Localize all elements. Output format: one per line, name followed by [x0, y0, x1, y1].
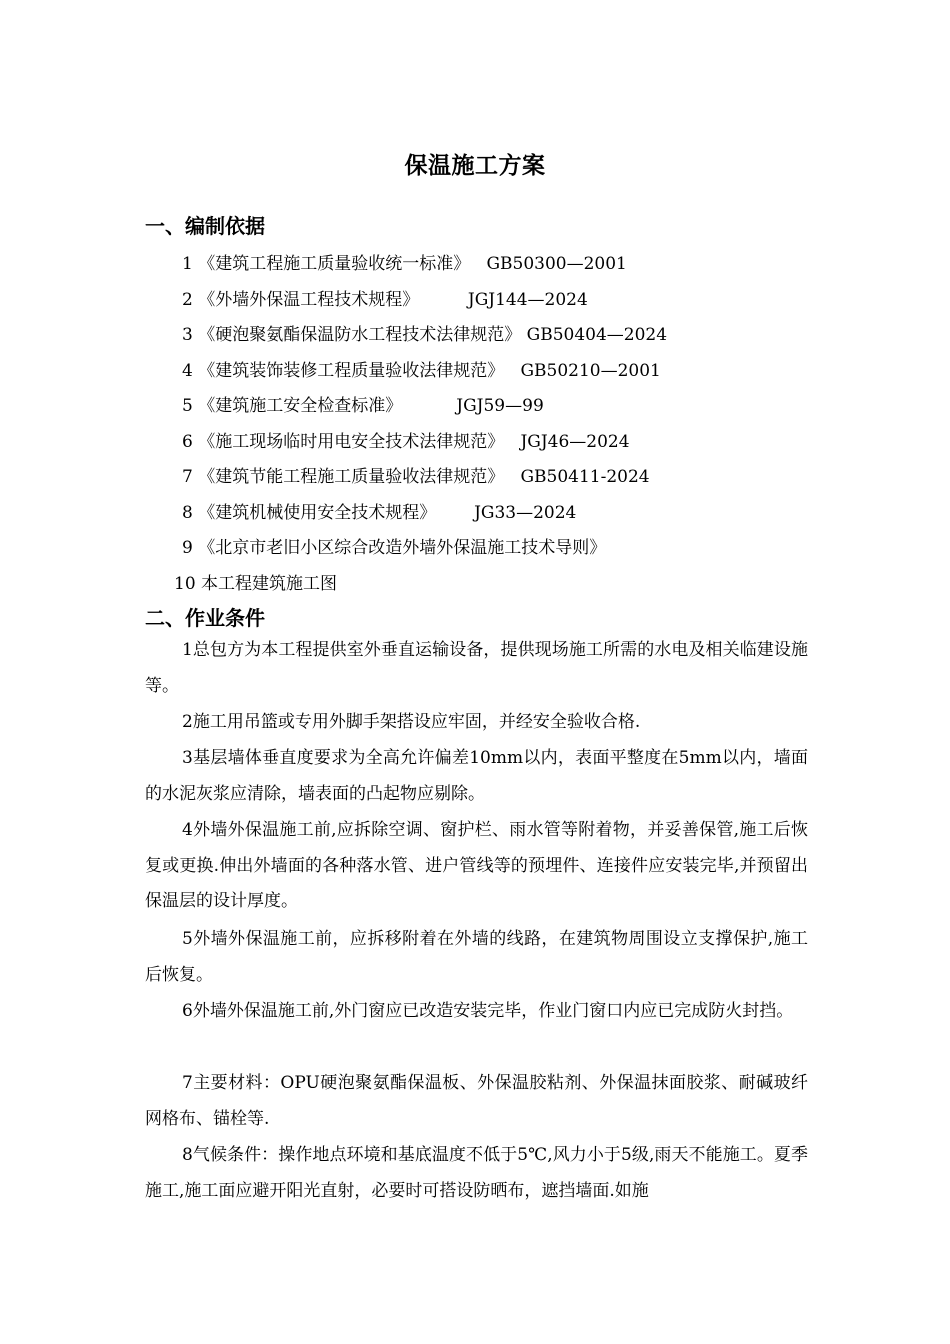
reference-item: 10 本工程建筑施工图 — [174, 574, 338, 594]
document-title: 保温施工方案 — [404, 152, 546, 179]
reference-item: 4 《建筑装饰装修工程质量验收法律规范》 GB50210—2001 — [182, 361, 661, 381]
reference-item: 5 《建筑施工安全检查标准》 JGJ59—99 — [182, 396, 544, 416]
reference-item: 7 《建筑节能工程施工质量验收法律规范》 GB50411-2024 — [182, 467, 650, 487]
paragraph: 5外墙外保温施工前，应拆移附着在外墙的线路，在建筑物周围设立支撑保护,施工后恢复。 — [145, 929, 808, 985]
reference-item: 1 《建筑工程施工质量验收统一标准》 GB50300—2001 — [182, 254, 627, 274]
paragraph: 4外墙外保温施工前,应拆除空调、窗护栏、雨水管等附着物，并妥善保管,施工后恢复或更换.伸出外墙面的各种落水管、进户管线等的预埋件、连接件应安装完毕,并预留出保温层的设计厚度。 — [145, 820, 808, 911]
paragraph: 6外墙外保温施工前,外门窗应已改造安装完毕，作业门窗口内应已完成防火封挡。 — [182, 1001, 794, 1021]
reference-item: 3 《硬泡聚氨酯保温防水工程技术法律规范》 GB50404—2024 — [182, 325, 668, 345]
paragraph: 7主要材料：OPU硬泡聚氨酯保温板、外保温胶粘剂、外保温抹面胶浆、耐碱玻纤网格布、锚栓等. — [145, 1073, 808, 1129]
paragraph: 1总包方为本工程提供室外垂直运输设备，提供现场施工所需的水电及相关临建设施等。 — [145, 640, 808, 696]
paragraph: 3基层墙体垂直度要求为全高允许偏差10mm以内，表面平整度在5mm以内，墙面的水泥灰浆应清除，墙表面的凸起物应剔除。 — [145, 748, 808, 804]
reference-item: 6 《施工现场临时用电安全技术法律规范》 JGJ46—2024 — [182, 432, 630, 452]
section-heading-conditions: 二、作业条件 — [145, 606, 265, 630]
section-heading-basis: 一、编制依据 — [145, 214, 265, 238]
reference-item: 2 《外墙外保温工程技术规程》 JGJ144—2024 — [182, 290, 588, 310]
reference-item: 8 《建筑机械使用安全技术规程》 JG33—2024 — [182, 503, 577, 523]
paragraph: 2施工用吊篮或专用外脚手架搭设应牢固，并经安全验收合格. — [182, 712, 641, 732]
paragraph: 8气候条件：操作地点环境和基底温度不低于5℃,风力小于5级,雨天不能施工。夏季施工,施工面应避开阳光直射，必要时可搭设防晒布，遮挡墙面.如施 — [145, 1145, 808, 1201]
reference-item: 9 《北京市老旧小区综合改造外墙外保温施工技术导则》 — [182, 538, 607, 558]
